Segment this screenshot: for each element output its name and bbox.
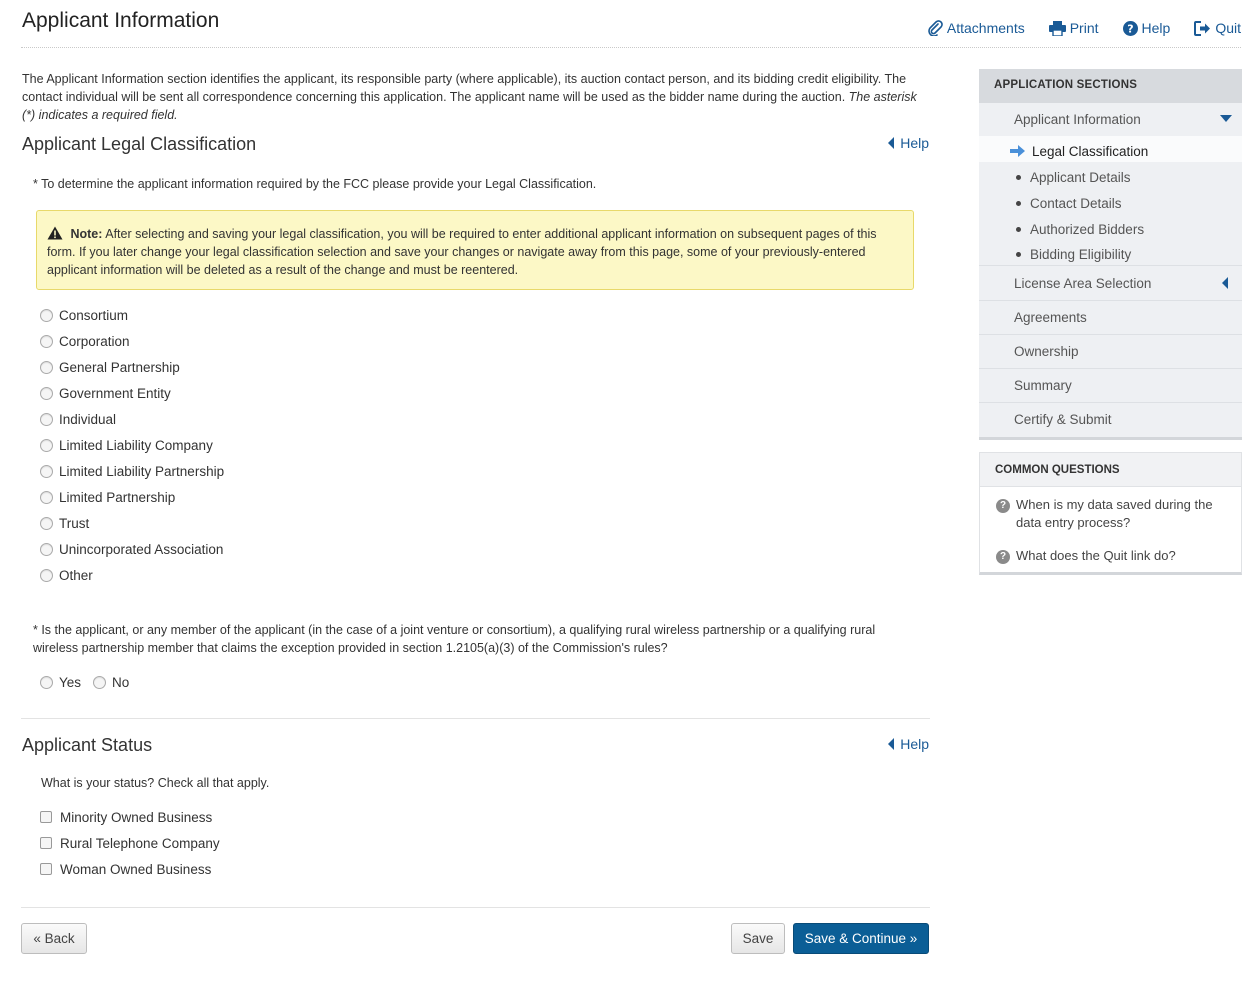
status-minority-owned[interactable] bbox=[40, 804, 220, 830]
legal-classification-title: Applicant Legal Classification bbox=[22, 134, 257, 154]
radio-button[interactable] bbox=[40, 335, 53, 348]
quit-label: Quit bbox=[1215, 20, 1241, 36]
caret-left-icon bbox=[1222, 277, 1228, 289]
subitem-label: Bidding Eligibility bbox=[1030, 247, 1132, 262]
radio-button[interactable] bbox=[40, 439, 53, 452]
radio-button[interactable] bbox=[40, 543, 53, 556]
option-individual[interactable] bbox=[40, 406, 224, 432]
checkbox[interactable] bbox=[40, 863, 52, 875]
radio-button[interactable] bbox=[40, 517, 53, 530]
attachments-label: Attachments bbox=[946, 20, 1025, 36]
arrow-right-icon bbox=[1010, 145, 1026, 157]
rural-partnership-question: * Is the applicant, or any member of the applicant (in the case of a joint venture or consortium), a qualifying rural wireless partnership or a qualifying rural wireless partnership member that claims the exception provided in section 1.2105(a)(3) of the Commission's rules? bbox=[33, 623, 876, 655]
caret-down-icon bbox=[1220, 115, 1232, 122]
question-text: What does the Quit link do? bbox=[1016, 548, 1176, 563]
option-label: Corporation bbox=[59, 333, 130, 349]
sidebar-subitem-applicant-details[interactable] bbox=[979, 162, 1242, 188]
radio-button[interactable] bbox=[40, 413, 53, 426]
quit-link[interactable] bbox=[1194, 20, 1241, 36]
sidebar-subitem-authorized-bidders[interactable] bbox=[979, 214, 1242, 240]
option-label: Unincorporated Association bbox=[59, 541, 224, 557]
option-unincorporated-association[interactable] bbox=[40, 536, 224, 562]
option-label: Trust bbox=[59, 515, 90, 531]
option-label: General Partnership bbox=[59, 359, 180, 375]
bullet bbox=[1016, 201, 1021, 206]
yes-label: Yes bbox=[59, 674, 82, 690]
option-corporation[interactable] bbox=[40, 328, 224, 354]
option-limited-liability-partnership[interactable] bbox=[40, 458, 224, 484]
note-text: After selecting and saving your legal classification, you will be required to enter additional applicant information on subsequent pages of this form. If you later change your legal classification selection and save your changes or navigate away from this page, some of your previously-entered applicant information will be deleted as a result of the change and must be reentered. bbox=[47, 227, 877, 277]
applicant-status-title: Applicant Status bbox=[22, 735, 153, 755]
question-quit-link[interactable] bbox=[996, 547, 1231, 565]
sidebar-item-applicant-information[interactable] bbox=[979, 103, 1242, 137]
radio-button[interactable] bbox=[40, 361, 53, 374]
print-link[interactable] bbox=[1049, 20, 1099, 36]
checkbox[interactable] bbox=[40, 837, 52, 849]
subitem-label: Contact Details bbox=[1030, 195, 1122, 211]
sidebar-item-agreements[interactable] bbox=[979, 301, 1242, 335]
checkbox[interactable] bbox=[40, 811, 52, 823]
option-limited-partnership[interactable] bbox=[40, 484, 224, 510]
status-rural-telephone[interactable] bbox=[40, 830, 220, 856]
note-label: Note: bbox=[70, 227, 103, 241]
bullet bbox=[1016, 175, 1021, 180]
legal-classification-options bbox=[40, 302, 224, 588]
sidebar-item-label: License Area Selection bbox=[1014, 276, 1152, 291]
radio-button[interactable] bbox=[40, 491, 53, 504]
subitem-label: Authorized Bidders bbox=[1030, 221, 1145, 237]
option-label: Limited Liability Partnership bbox=[59, 463, 225, 479]
paperclip-icon bbox=[927, 20, 943, 36]
sidebar-subitem-bidding-eligibility[interactable] bbox=[979, 240, 1242, 266]
note-box bbox=[36, 210, 914, 290]
radio-button[interactable] bbox=[40, 309, 53, 322]
question-circle-icon bbox=[1123, 21, 1138, 36]
legal-classification-help[interactable] bbox=[888, 135, 929, 151]
rural-partnership-answer bbox=[40, 669, 141, 695]
common-questions-panel bbox=[979, 452, 1242, 575]
save-button[interactable]: Save bbox=[731, 923, 785, 954]
answer-no[interactable] bbox=[93, 669, 129, 695]
back-button[interactable]: « Back bbox=[21, 923, 87, 954]
bullet bbox=[1016, 227, 1021, 232]
question-text: When is my data saved during the data entry process? bbox=[1016, 497, 1213, 530]
printer-icon bbox=[1049, 21, 1066, 36]
sidebar-subitem-legal-classification[interactable] bbox=[979, 136, 1242, 162]
status-label: Minority Owned Business bbox=[60, 809, 213, 825]
svg-text:?: ? bbox=[1126, 22, 1134, 35]
page-title: Applicant Information bbox=[22, 9, 220, 32]
save-continue-button[interactable]: Save & Continue » bbox=[793, 923, 929, 954]
question-data-saved[interactable] bbox=[996, 496, 1231, 532]
intro-text bbox=[22, 70, 932, 124]
option-label: Consortium bbox=[59, 307, 129, 323]
sidebar-item-license-area-selection[interactable] bbox=[979, 267, 1242, 301]
warning-icon bbox=[47, 226, 63, 240]
section-divider bbox=[21, 718, 930, 719]
help-label: Help bbox=[1141, 20, 1171, 36]
sidebar-item-summary[interactable] bbox=[979, 369, 1242, 403]
sidebar-item-label: Applicant Information bbox=[1014, 112, 1141, 127]
attachments-link[interactable] bbox=[927, 20, 1025, 36]
status-question: What is your status? Check all that apply. bbox=[41, 776, 270, 790]
radio-button[interactable] bbox=[93, 676, 106, 689]
option-government-entity[interactable] bbox=[40, 380, 224, 406]
question-circle-icon: ? bbox=[996, 499, 1010, 513]
option-general-partnership[interactable] bbox=[40, 354, 224, 380]
option-other[interactable] bbox=[40, 562, 224, 588]
option-trust[interactable] bbox=[40, 510, 224, 536]
option-label: Other bbox=[59, 567, 93, 583]
caret-left-icon bbox=[888, 137, 894, 149]
status-woman-owned[interactable] bbox=[40, 856, 220, 882]
common-questions-heading: COMMON QUESTIONS bbox=[980, 453, 1241, 487]
bullet bbox=[1016, 252, 1021, 257]
print-label: Print bbox=[1069, 20, 1099, 36]
status-label: Woman Owned Business bbox=[60, 861, 212, 877]
legal-classification-prompt: * To determine the applicant information required by the FCC please provide your Legal Classification. bbox=[33, 177, 597, 191]
status-options bbox=[40, 804, 220, 882]
sidebar-item-label: Agreements bbox=[1014, 310, 1087, 325]
answer-yes[interactable] bbox=[40, 669, 81, 695]
sidebar-item-certify-submit[interactable] bbox=[979, 403, 1242, 437]
subitem-label: Legal Classification bbox=[1032, 143, 1149, 159]
subitem-label: Applicant Details bbox=[1030, 169, 1131, 185]
application-sections-panel bbox=[979, 69, 1242, 440]
applicant-status-help[interactable] bbox=[888, 736, 929, 752]
sidebar-subitem-contact-details[interactable] bbox=[979, 188, 1242, 214]
status-label: Rural Telephone Company bbox=[60, 835, 220, 851]
radio-button[interactable] bbox=[40, 569, 53, 582]
radio-button[interactable] bbox=[40, 676, 53, 689]
option-consortium[interactable] bbox=[40, 302, 224, 328]
option-label: Government Entity bbox=[59, 385, 171, 401]
help-link-header[interactable] bbox=[1123, 20, 1171, 36]
header-divider bbox=[21, 47, 1241, 48]
sidebar-item-label: Summary bbox=[1014, 378, 1072, 393]
caret-left-icon bbox=[888, 738, 894, 750]
question-circle-icon: ? bbox=[996, 550, 1010, 564]
option-limited-liability-company[interactable] bbox=[40, 432, 224, 458]
option-label: Limited Liability Company bbox=[59, 437, 213, 453]
sidebar-item-ownership[interactable] bbox=[979, 335, 1242, 369]
help-link-label: Help bbox=[900, 135, 929, 151]
radio-button[interactable] bbox=[40, 465, 53, 478]
footer-divider bbox=[21, 907, 930, 908]
help-link-label: Help bbox=[900, 736, 929, 752]
sections-heading: APPLICATION SECTIONS bbox=[979, 69, 1242, 103]
sign-out-icon bbox=[1194, 21, 1211, 36]
option-label: Individual bbox=[59, 411, 117, 427]
sidebar-item-label: Ownership bbox=[1014, 344, 1079, 359]
option-label: Limited Partnership bbox=[59, 489, 176, 505]
header-links bbox=[927, 20, 1241, 36]
radio-button[interactable] bbox=[40, 387, 53, 400]
no-label: No bbox=[112, 674, 130, 690]
intro-body: The Applicant Information section identifies the applicant, its responsible party (where applicable), its auction contact person, and its bidding credit eligibility. The contact individual will be sent all correspondence concerning this application. The applicant name will be used as the bidder name during the auction. bbox=[22, 72, 907, 104]
sidebar-item-label: Certify & Submit bbox=[1014, 412, 1112, 427]
required-note: The asterisk (*) indicates a required field. bbox=[22, 90, 917, 122]
